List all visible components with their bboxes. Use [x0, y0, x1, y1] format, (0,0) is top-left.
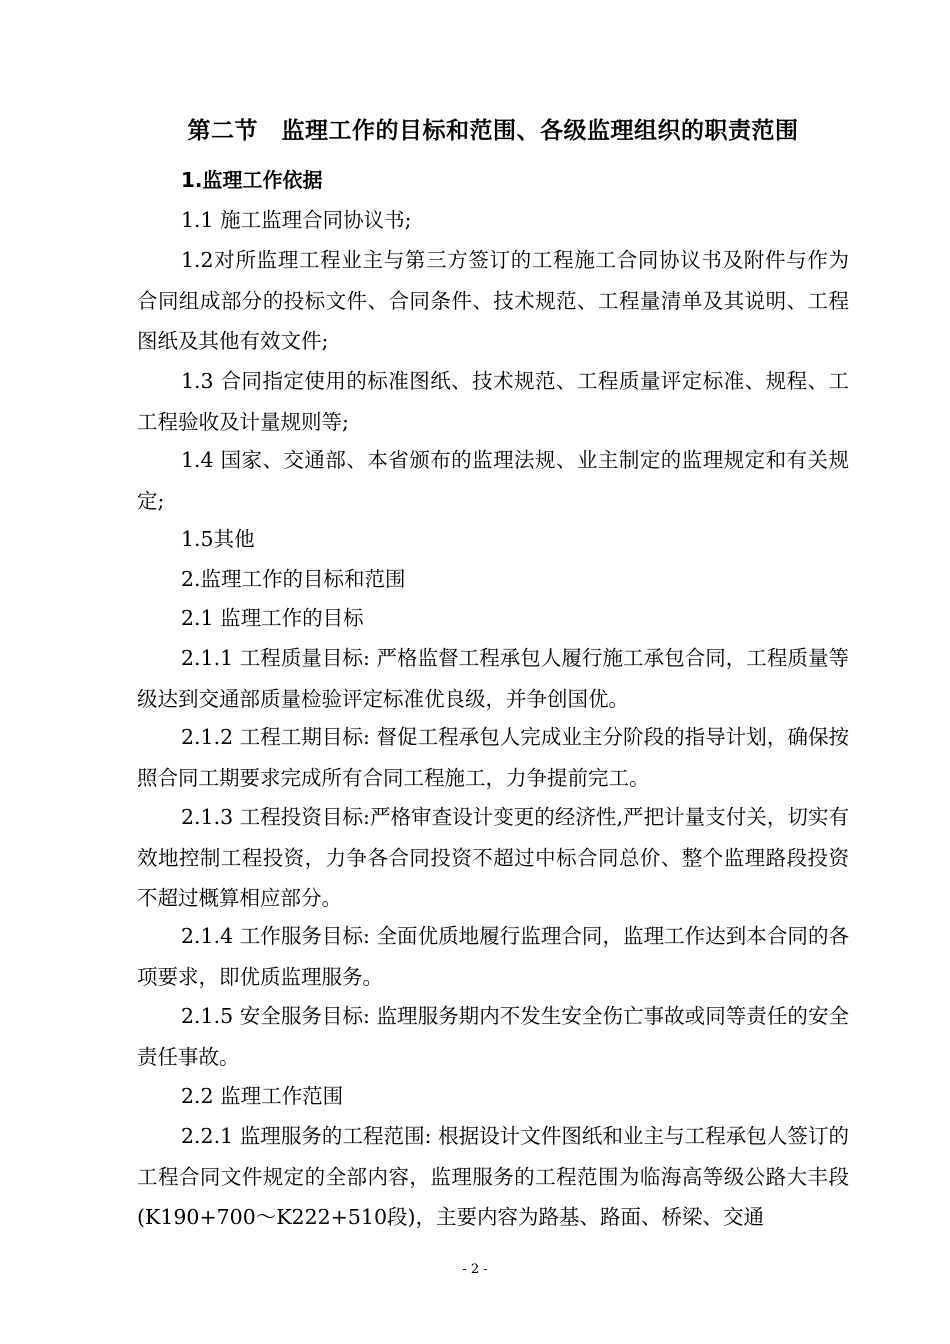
paragraph-1-text: 1.监理工作依据 — [181, 168, 323, 192]
paragraph-12 — [137, 916, 849, 997]
paragraph-5-text: 1.4 国家、交通部、本省颁布的监理法规、业主制定的监理规定和有关规定; — [137, 448, 849, 513]
paragraph-5 — [137, 440, 849, 521]
paragraph-15 — [137, 1116, 849, 1238]
section-title: 第二节 监理工作的目标和范围、各级监理组织的职责范围 — [187, 118, 799, 144]
paragraph-6-text: 1.5其他 — [181, 527, 255, 551]
paragraph-4-text: 1.3 合同指定使用的标准图纸、技术规范、工程质量评定标准、规程、工工程验收及计量规则等; — [137, 369, 849, 434]
paragraph-3-text: 1.2对所监理工程业主与第三方签订的工程施工合同协议书及附件与作为合同组成部分的投标文件、合同条件、技术规范、工程量清单及其说明、工程图纸及其他有效文件; — [137, 248, 849, 353]
paragraph-12-text: 2.1.4 工作服务目标: 全面优质地履行监理合同，监理工作达到本合同的各项要求，即优质监理服务。 — [137, 924, 849, 989]
paragraph-2 — [137, 200, 849, 241]
paragraph-7 — [137, 559, 849, 600]
paragraph-3 — [137, 240, 849, 362]
paragraph-8 — [137, 598, 849, 639]
paragraph-14 — [137, 1076, 849, 1117]
paragraph-13 — [137, 996, 849, 1077]
paragraph-4 — [137, 361, 849, 442]
paragraph-9 — [137, 638, 849, 719]
paragraph-13-text: 2.1.5 安全服务目标: 监理服务期内不发生安全伤亡事故或同等责任的安全责任事故。 — [137, 1004, 849, 1069]
paragraph-11-text: 2.1.3 工程投资目标:严格审查设计变更的经济性,严把计量支付关，切实有效地控制工程投资，力争各合同投资不超过中标合同总价、整个监理路段投资不超过概算相应部分。 — [137, 805, 849, 910]
paragraph-11 — [137, 797, 849, 919]
paragraph-9-text: 2.1.1 工程质量目标: 严格监督工程承包人履行施工承包合同，工程质量等级达到交通部质量检验评定标准优良级，并争创国优。 — [137, 646, 849, 711]
paragraph-1 — [137, 160, 849, 201]
paragraph-10-text: 2.1.2 工程工期目标: 督促工程承包人完成业主分阶段的指导计划，确保按照合同工期要求完成所有合同工程施工，力争提前完工。 — [137, 725, 849, 790]
paragraph-14-text: 2.2 监理工作范围 — [181, 1084, 344, 1108]
paragraph-15-text: 2.2.1 监理服务的工程范围: 根据设计文件图纸和业主与工程承包人签订的工程合同文件规定的全部内容，监理服务的工程范围为临海高等级公路大丰段(K190+700～K222+510段)，主要内容为路基、路面、桥梁、交通 — [137, 1124, 849, 1229]
page-number: - 2 - — [462, 1262, 488, 1277]
paragraph-6 — [137, 519, 849, 560]
paragraph-7-text: 2.监理工作的目标和范围 — [181, 567, 406, 591]
paragraph-2-text: 1.1 施工监理合同协议书; — [181, 208, 412, 232]
paragraph-10 — [137, 717, 849, 798]
paragraph-8-text: 2.1 监理工作的目标 — [181, 606, 364, 630]
